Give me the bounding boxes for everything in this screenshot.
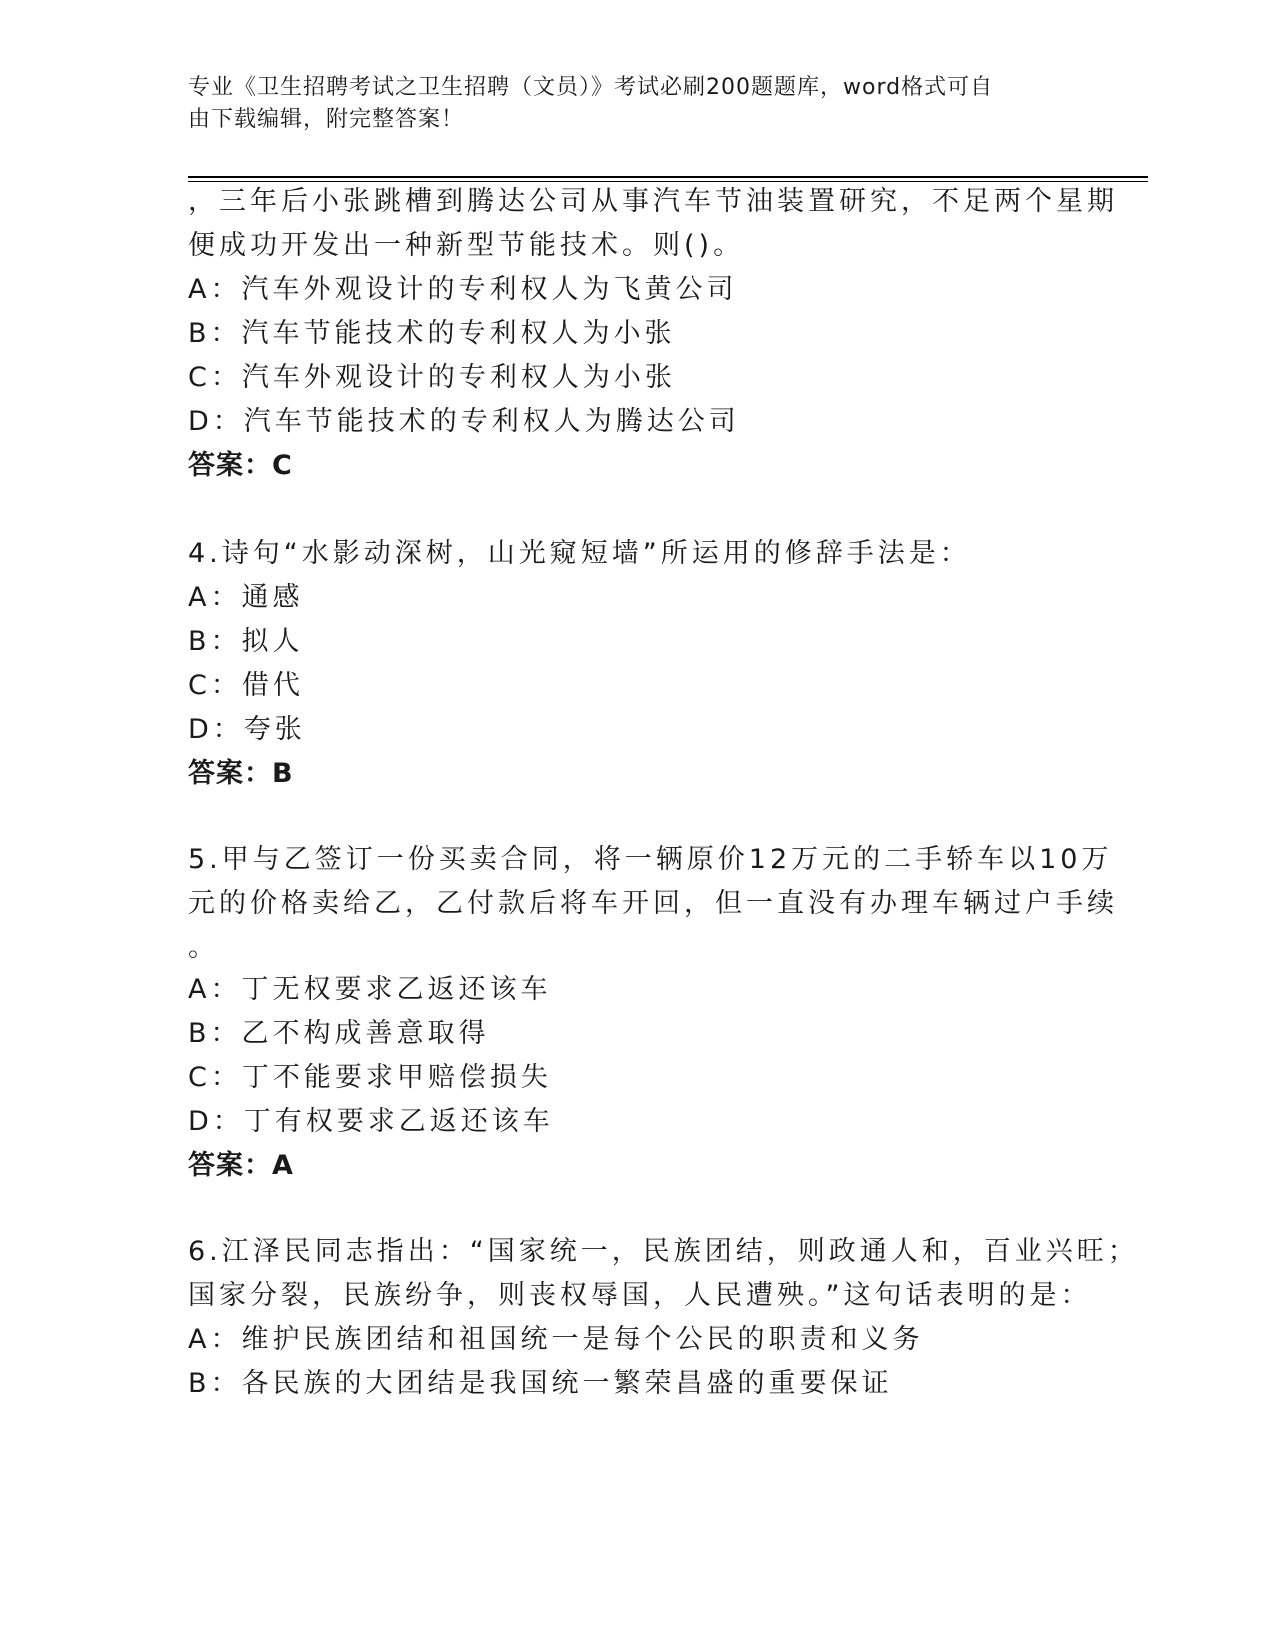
q5-stem-line-1: 5.甲与乙签订一份买卖合同，将一辆原价12万元的二手轿车以10万 xyxy=(188,844,1113,875)
header-rule-thin xyxy=(188,181,1148,182)
q4-option-c: C：借代 xyxy=(188,670,304,701)
q6-stem-line-1: 6.江泽民同志指出：“国家统一，民族团结，则政通人和，百业兴旺； xyxy=(188,1236,1139,1267)
q5-stem-line-3: 。 xyxy=(188,932,219,963)
q5-option-a: A：丁无权要求乙返还该车 xyxy=(188,974,552,1005)
q3-option-d: D：汽车节能技术的专利权人为腾达公司 xyxy=(188,406,740,437)
q4-stem: 4.诗句“水影动深树，山光窥短墙”所运用的修辞手法是： xyxy=(188,538,971,569)
q3-continuation-line-1: ，三年后小张跳槽到腾达公司从事汽车节油装置研究，不足两个星期 xyxy=(188,186,1118,217)
q5-option-d: D：丁有权要求乙返还该车 xyxy=(188,1106,554,1137)
q5-answer: 答案：A xyxy=(188,1150,294,1181)
q5-option-b: B：乙不构成善意取得 xyxy=(188,1018,490,1049)
q3-option-c: C：汽车外观设计的专利权人为小张 xyxy=(188,362,676,393)
q3-option-a: A：汽车外观设计的专利权人为飞黄公司 xyxy=(188,274,738,305)
document-header xyxy=(188,72,1068,136)
header-rule-thick xyxy=(188,176,1148,178)
q6-option-a: A：维护民族团结和祖国统一是每个公民的职责和义务 xyxy=(188,1324,924,1355)
q5-stem-line-2: 元的价格卖给乙，乙付款后将车开回，但一直没有办理车辆过户手续 xyxy=(188,888,1118,919)
q3-continuation-line-2: 便成功开发出一种新型节能技术。则()。 xyxy=(188,230,745,261)
q5-option-c: C：丁不能要求甲赔偿损失 xyxy=(188,1062,552,1093)
q6-stem-line-2: 国家分裂，民族纷争，则丧权辱国，人民遭殃。”这句话表明的是： xyxy=(188,1280,1092,1311)
header-line-1: 专业《卫生招聘考试之卫生招聘（文员）》考试必刷200题题库，word格式可自 xyxy=(188,75,994,100)
q4-option-d: D：夸张 xyxy=(188,714,306,745)
q4-answer: 答案：B xyxy=(188,758,294,789)
q3-option-b: B：汽车节能技术的专利权人为小张 xyxy=(188,318,676,349)
q3-answer: 答案：C xyxy=(188,450,293,481)
q4-option-a: A：通感 xyxy=(188,582,304,613)
q6-option-b: B：各民族的大团结是我国统一繁荣昌盛的重要保证 xyxy=(188,1368,893,1399)
header-line-2: 由下载编辑，附完整答案！ xyxy=(188,107,465,132)
q4-option-b: B：拟人 xyxy=(188,626,304,657)
